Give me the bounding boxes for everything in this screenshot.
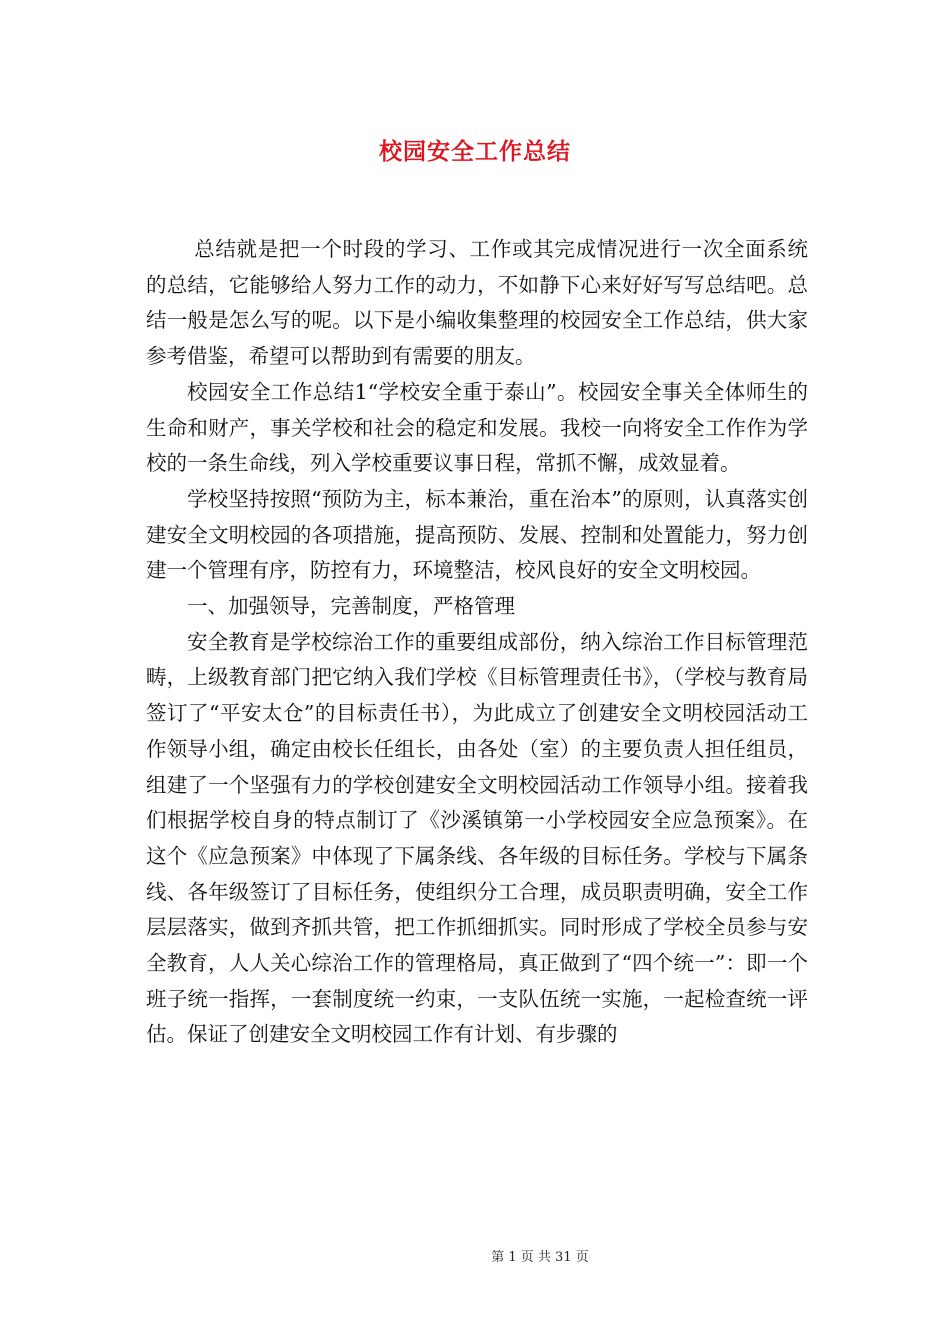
- paragraph-summary-1: 校园安全工作总结1“学校安全重于泰山”。校园安全事关全体师生的生命和财产，事关学校和社会的稳定和发展。我校一向将安全工作作为学校的一条生命线，列入学校重要议事日程，常抓不懈，成效显着。: [146, 379, 808, 476]
- paragraph-leadership: 安全教育是学校综治工作的重要组成部份，纳入综治工作目标管理范畴，上级教育部门把它纳入我们学校《目标管理责任书》，（学校与教育局签订了“平安太仓”的目标责任书），为此成立了创建安全文明校园活动工作领导小组，确定由校长任组长，由各处（室）的主要负责人担任组员，组建了一个坚强有力的学校创建安全文明校园活动工作领导小组。接着我们根据学校自身的特点制订了《沙溪镇第一小学校园安全应急预案》。在这个《应急预案》中体现了下属条线、各年级的目标任务。学校与下属条线、各年级签订了目标任务，使组织分工合理，成员职责明确，安全工作层层落实，做到齐抓共管，把工作抓细抓实。同时形成了学校全员参与安全教育，人人关心综治工作的管理格局，真正做到了“四个统一”：即一个班子统一指挥，一套制度统一约束，一支队伍统一实施，一起检查统一评估。保证了创建安全文明校园工作有计划、有步骤的: [146, 629, 808, 1047]
- paragraph-intro: 总结就是把一个时段的学习、工作或其完成情况进行一次全面系统的总结，它能够给人努力工作的动力，不如静下心来好好写写总结吧。总结一般是怎么写的呢。以下是小编收集整理的校园安全工作总结，供大家参考借鉴，希望可以帮助到有需要的朋友。: [146, 237, 808, 369]
- document-title: 校园安全工作总结: [379, 138, 571, 165]
- section-heading-1: 一、加强领导，完善制度，严格管理: [187, 594, 515, 619]
- paragraph-principle: 学校坚持按照“预防为主，标本兼治，重在治本”的原则，认真落实创建安全文明校园的各项措施，提高预防、发展、控制和处置能力，努力创建一个管理有序，防控有力，环境整洁，校风良好的安全文明校园。: [146, 486, 808, 583]
- page-number-footer: 第 1 页 共 31 页: [491, 1250, 589, 1265]
- document-body: [146, 232, 808, 1053]
